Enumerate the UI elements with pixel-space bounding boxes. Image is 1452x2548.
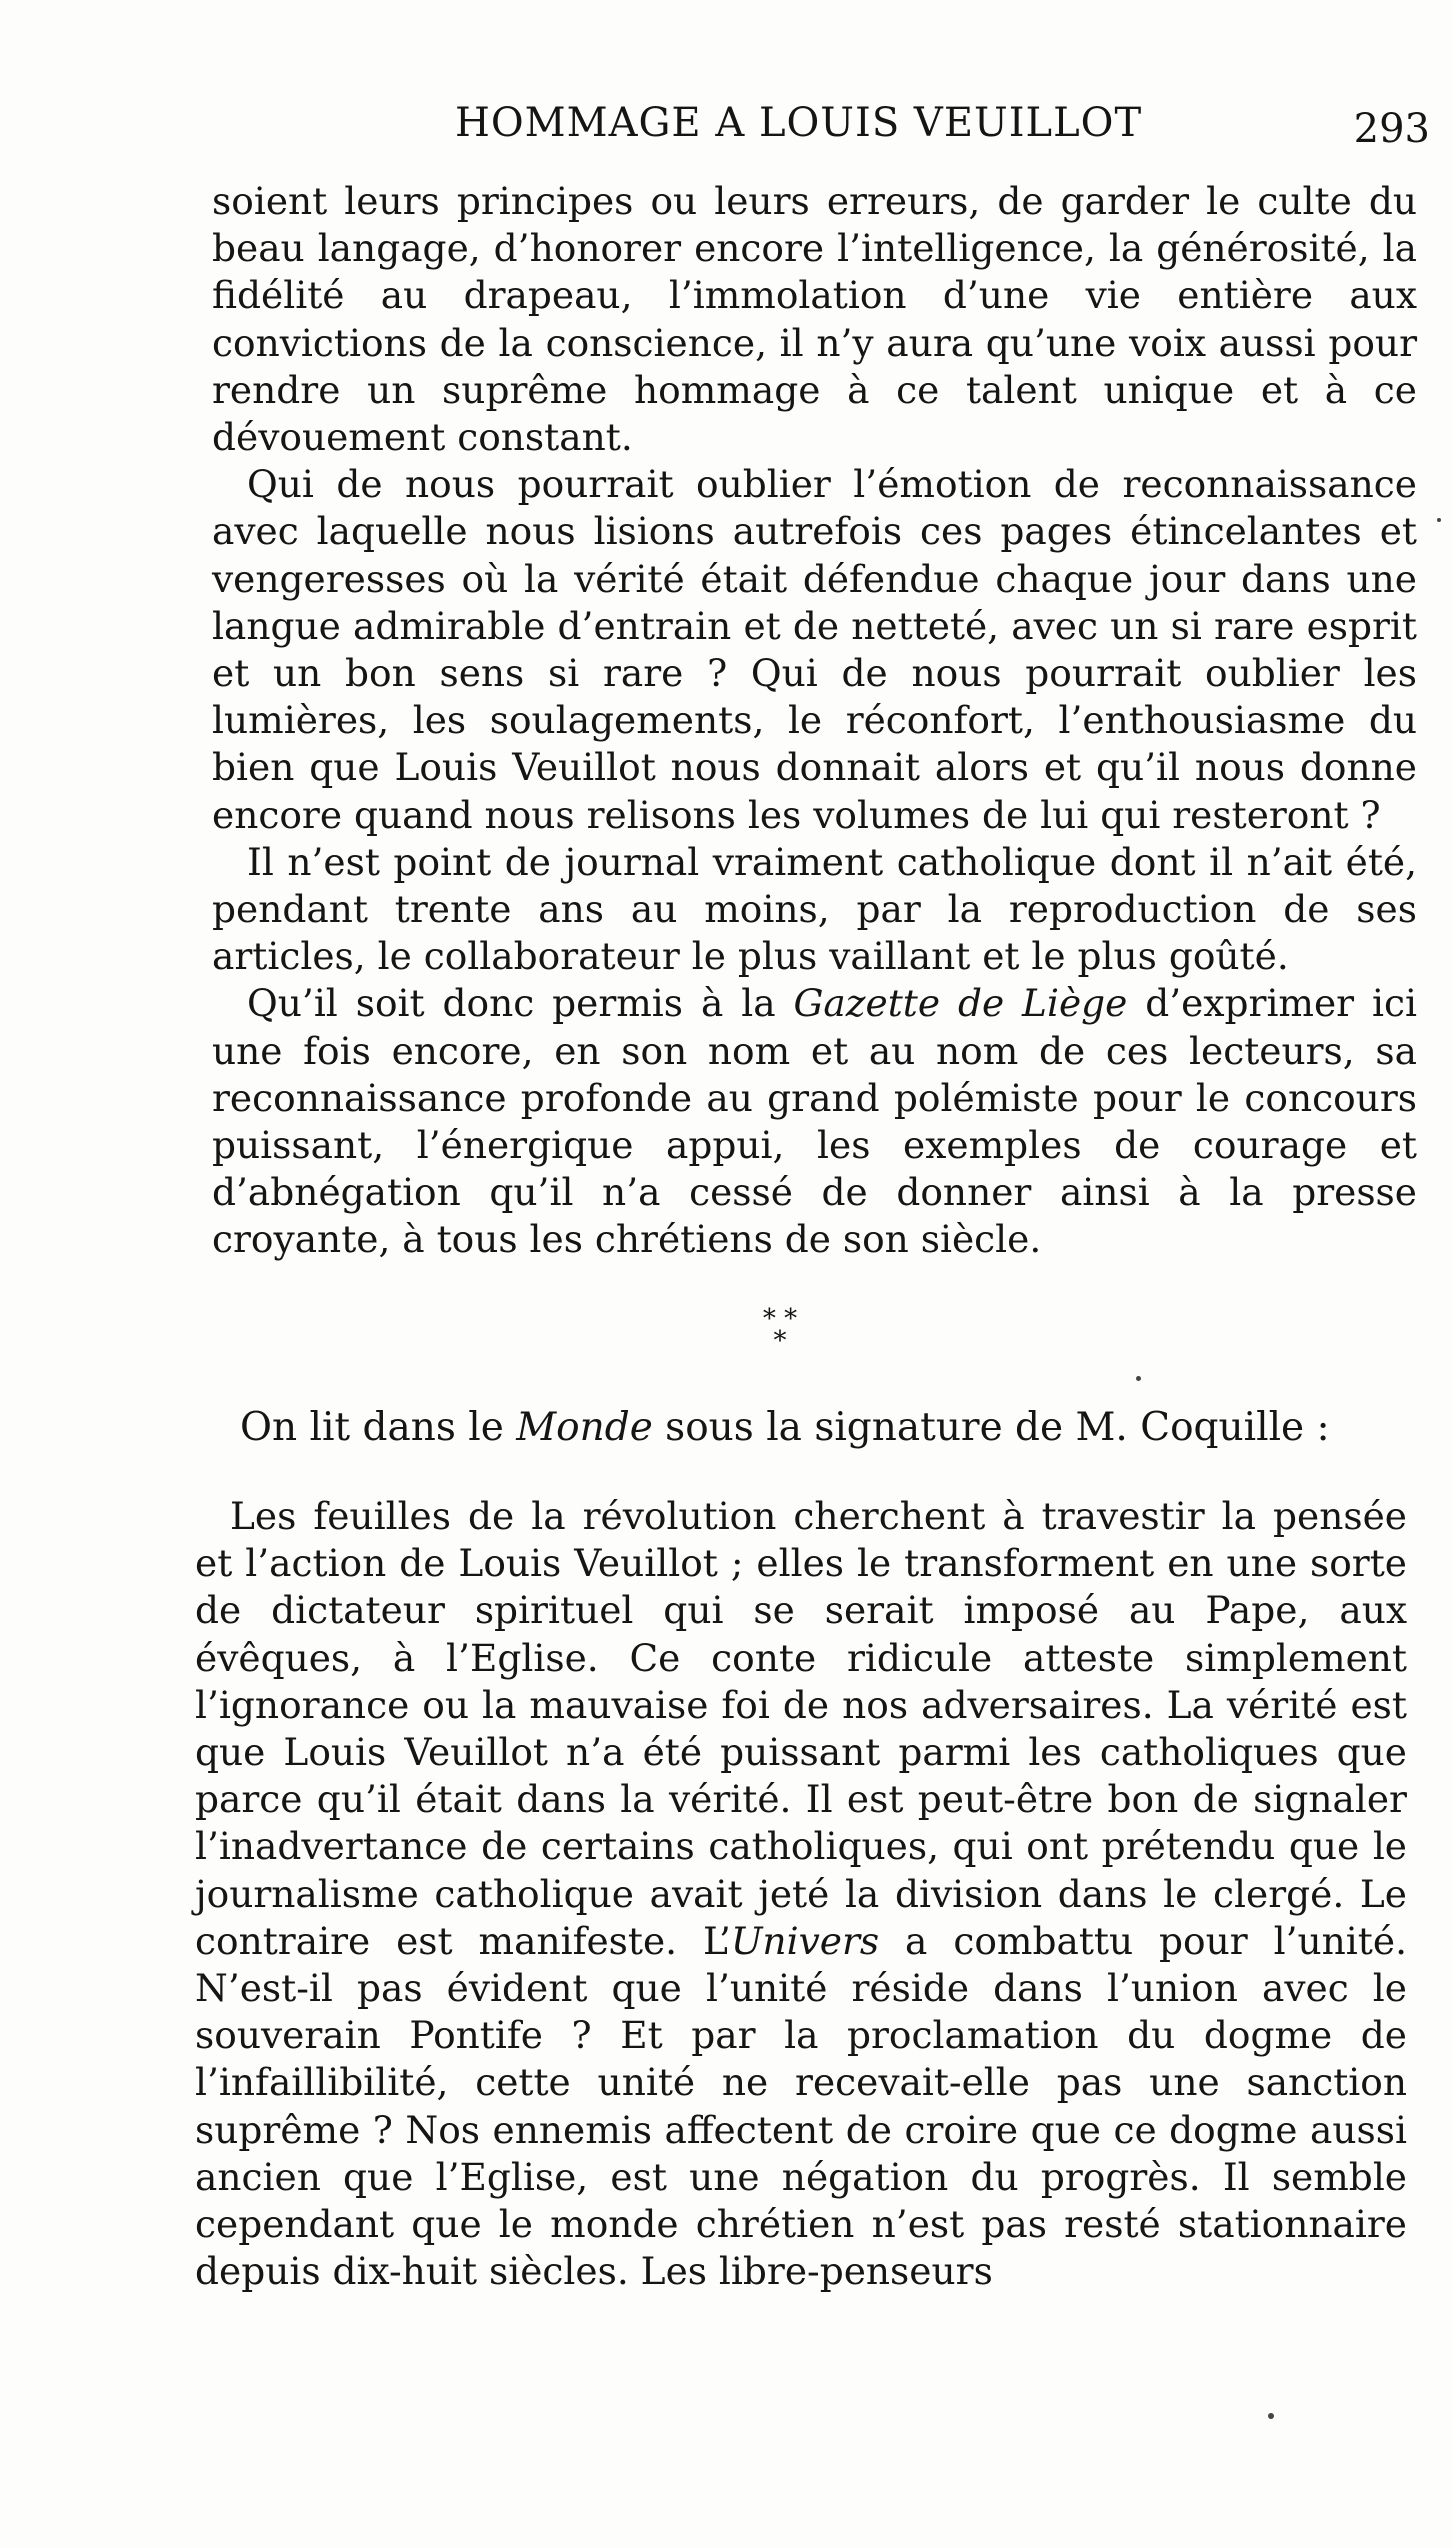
text-run: d’exprimer ici une fois encore, en son nom et au nom de ces lecteurs, sa reconnaissance profonde au grand polémiste pour le concours puissant, l’énergique appui, les exemples de courage et d’abnégation qu’il n’a cessé de donner ainsi à la presse croyante, à tous les chrétiens de son siècle. (212, 981, 1418, 1262)
ink-speck (1136, 1376, 1141, 1381)
paragraph-continuation: soient leurs principes ou leurs erreurs, de garder le culte du beau langage, d’honorer encore l’intelligence, la générosité, la fidélité au drapeau, l’immolation d’une vie entière aux convictions de la conscience, il n’y aura qu’une voix aussi pour rendre un suprême hommage à ce talent unique et à ce dévouement constant. (212, 179, 1417, 460)
ink-speck (1437, 518, 1441, 522)
asterism-top: * * (762, 1304, 798, 1334)
text-run: a combattu pour l’unité. N’est-il pas évident que l’unité réside dans l’union avec le souverain Pontife ? Et par la proclamation du dogme de l’infaillibilité, cette unité ne recevait-elle pas une sanction suprême ? Nos ennemis affectent de croire que ce dogme aussi ancien que l’Eglise, est une négation du progrès. Il semble cependant que le monde chrétien n’est pas resté stationnaire depuis dix-huit siècles. Les libre-penseurs (195, 1918, 1407, 2294)
paragraph: Il n’est point de journal vraiment catholique dont il n’ait été, pendant trente ans au moins, par la reproduction de ses articles, le collaborateur le plus vaillant et le plus goûté. (212, 839, 1417, 979)
quotation-intro (240, 1405, 1330, 1450)
asterism-separator (760, 1304, 800, 1356)
paragraph: Qui de nous pourrait oublier l’émotion de reconnaissance avec laquelle nous lisions autrefois ces pages étincelantes et vengeresses où la vérité était défendue chaque jour dans une langue admirable d’entrain et de netteté, avec un si rare esprit et un bon sens si rare ? Qui de nous pourrait oublier les lumières, les soulagements, le réconfort, l’enthousiasme du bien que Louis Veuillot nous donnait alors et qu’il nous donne encore quand nous relisons les volumes de lui qui resteront ? (212, 462, 1417, 837)
newspaper-title: Gazette de Liège (793, 981, 1128, 1026)
asterism-bottom: * (773, 1326, 787, 1356)
running-head: HOMMAGE A LOUIS VEUILLOT (455, 100, 1143, 146)
text-run: Les feuilles de la révolution cherchent à travestir la pensée et l’action de Louis Veuillot ; elles le transforment en une sorte de dictateur spirituel qui se serait imposé au Pape, aux évêques, à l’Eglise. Ce conte ridicule atteste simplement l’ignorance ou la mauvaise foi de nos adversaires. La vérité est que Louis Veuillot n’a été puissant parmi les catholiques que parce qu’il était dans la vérité. Il est peut-être bon de signaler l’inadvertance de certains catholiques, qui ont prétendu que le journalisme catholique avait jeté la division dans le clergé. Le contraire est manifeste. L’ (195, 1494, 1407, 1963)
text-block-quotation (195, 1493, 1407, 2295)
newspaper-title: Univers (730, 1918, 880, 1963)
text-run: On lit dans le (240, 1405, 517, 1450)
text-block-top (212, 178, 1417, 1264)
text-run: sous la signature de M. Coquille : (652, 1405, 1330, 1450)
page-header (0, 100, 1452, 170)
paragraph (195, 1493, 1407, 2295)
text-run: Qu’il soit donc permis à la (247, 981, 794, 1026)
paragraph (212, 980, 1417, 1263)
newspaper-title: Monde (516, 1405, 653, 1450)
ink-speck (1268, 2413, 1274, 2419)
page-number: 293 (1353, 106, 1430, 152)
